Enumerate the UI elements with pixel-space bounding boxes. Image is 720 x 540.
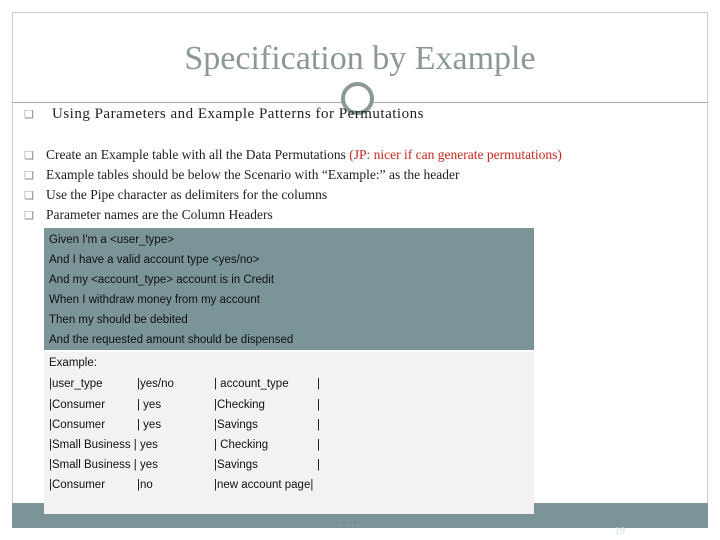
bullet-text: Use the Pipe character as delimiters for the columns	[46, 187, 328, 202]
footer-dots-icon: ·····	[338, 521, 362, 530]
table-cell: |	[317, 459, 320, 471]
bullet-icon: ❏	[24, 210, 34, 222]
scenario-line: And my <account_type> account is in Credit	[49, 274, 275, 286]
table-cell: | account_type	[214, 378, 289, 390]
table-cell: |Small Business | yes	[49, 439, 158, 451]
table-cell: | yes	[137, 399, 162, 411]
table-cell: |Consumer	[49, 419, 106, 431]
examples-table	[44, 352, 534, 514]
table-cell: |no	[137, 479, 153, 491]
scenario-block	[44, 228, 534, 350]
table-cell: |yes/no	[137, 378, 174, 390]
bullet-icon: ❏	[24, 170, 34, 182]
bullet-icon: ❏	[24, 150, 34, 162]
table-cell: |user_type	[49, 378, 103, 390]
table-cell: |Savings	[214, 419, 258, 431]
bullet-item	[24, 145, 562, 165]
scenario-line: And the requested amount should be dispensed	[49, 334, 294, 346]
table-cell: |Small Business | yes	[49, 459, 158, 471]
scenario-line: When I withdraw money from my account	[49, 294, 260, 306]
table-cell: |	[317, 419, 320, 431]
scenario-line: And I have a valid account type <yes/no>	[49, 254, 260, 266]
page-number: 19	[615, 526, 625, 537]
scenario-line: Then my should be debited	[49, 314, 188, 326]
bullet-text: Create an Example table with all the Data Permutations	[46, 147, 350, 162]
bullet-note: (JP: nicer if can generate permutations)	[349, 147, 562, 162]
examples-header: Example:	[49, 357, 97, 369]
table-cell: |new account page|	[214, 479, 314, 491]
bullet-list	[24, 145, 562, 225]
table-cell: |Savings	[214, 459, 258, 471]
bullet-text: Example tables should be below the Scenario with “Example:” as the header	[46, 167, 460, 182]
table-cell: |	[317, 439, 320, 451]
bullet-text: Parameter names are the Column Headers	[46, 207, 273, 222]
scenario-line: Given I'm a <user_type>	[49, 234, 174, 246]
slide-title: Specification by Example	[184, 40, 536, 77]
subtitle-text: Using Parameters and Example Patterns for Permutations	[52, 106, 424, 122]
bullet-item	[24, 205, 562, 225]
table-cell: |	[317, 399, 320, 411]
bullet-icon: ❏	[24, 109, 34, 121]
table-cell: |	[317, 378, 320, 390]
bullet-item	[24, 165, 562, 185]
table-cell: | yes	[137, 419, 162, 431]
table-cell: |Checking	[214, 399, 265, 411]
table-cell: |Consumer	[49, 479, 106, 491]
bullet-item	[24, 185, 562, 205]
slide-subtitle	[24, 106, 424, 123]
table-cell: |Consumer	[49, 399, 106, 411]
table-cell: | Checking	[214, 439, 269, 451]
bullet-icon: ❏	[24, 190, 34, 202]
